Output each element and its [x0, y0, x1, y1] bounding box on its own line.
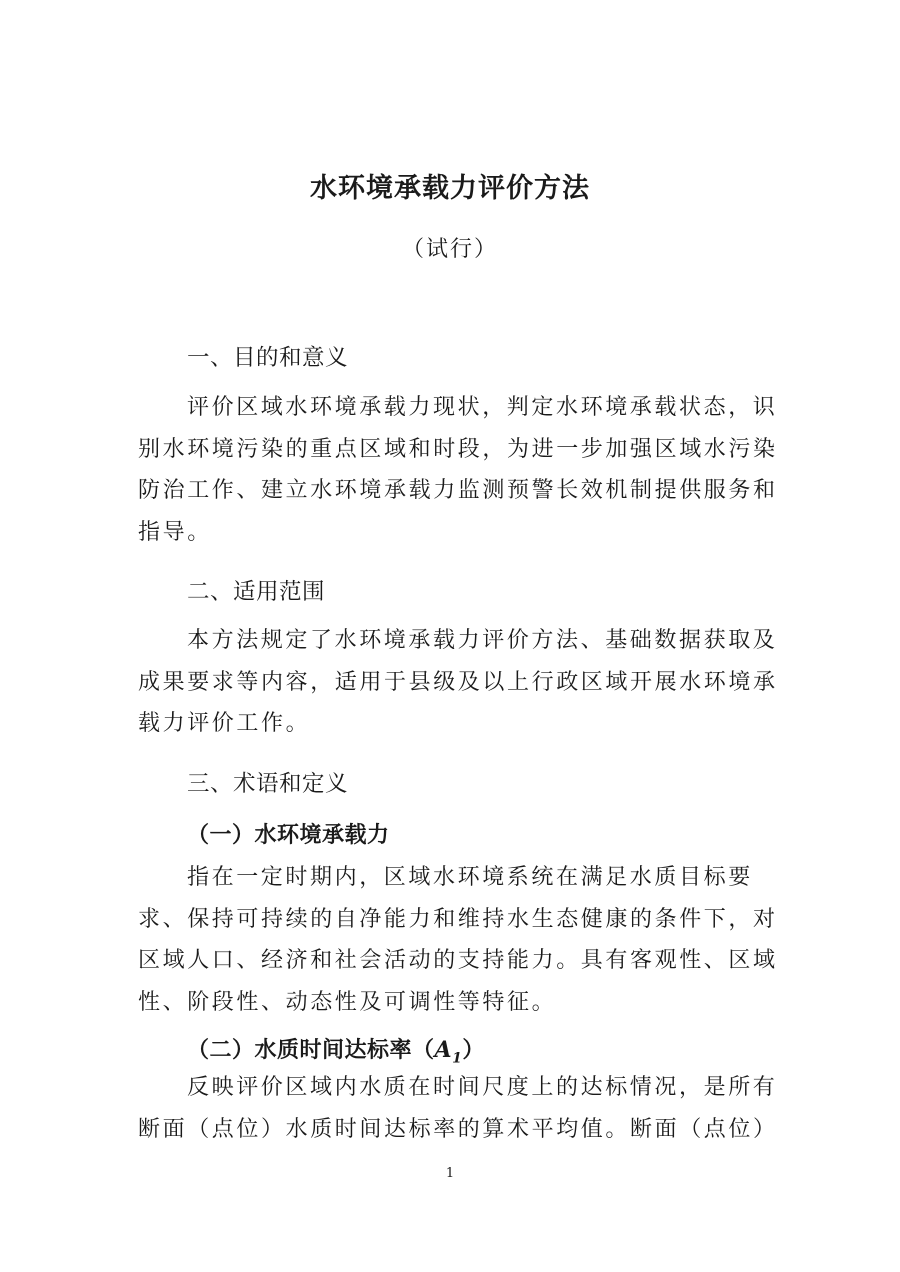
- paragraph-line: 反映评价区域内水质在时间尺度上的达标情况，是所有: [187, 1075, 778, 1100]
- section-heading-terms: 三、术语和定义: [187, 771, 349, 797]
- paragraph-line: 指在一定时期内，区域水环境系统在满足水质目标要: [187, 865, 753, 890]
- paragraph-line: 求、保持可持续的自净能力和维持水生态健康的条件下，对: [138, 906, 778, 932]
- subsection-heading-close: ）: [462, 1038, 485, 1063]
- rate-symbol-subscript: 1: [452, 1050, 463, 1067]
- rate-symbol-letter: A: [434, 1037, 453, 1063]
- paragraph-line: 性、阶段性、动态性及可调性等特征。: [138, 989, 557, 1015]
- subsection-paragraph-compliance-rate: [138, 1067, 778, 1150]
- subsection-heading-compliance-rate: [187, 1033, 485, 1066]
- paragraph-line: 本方法规定了水环境承载力评价方法、基础数据获取及: [187, 628, 778, 653]
- section-paragraph-purpose: [138, 387, 778, 553]
- subsection-paragraph-capacity: [138, 857, 778, 1023]
- document-title: 水环境承载力评价方法: [310, 173, 590, 204]
- rate-symbol: [434, 1037, 463, 1067]
- paragraph-line: 指导。: [138, 519, 212, 545]
- section-heading-scope: 二、适用范围: [187, 579, 326, 605]
- paragraph-line: 成果要求等内容，适用于县级及以上行政区域开展水环境承: [138, 669, 778, 695]
- subsection-heading-text: （二）水质时间达标率（: [187, 1038, 435, 1063]
- paragraph-line: 防治工作、建立水环境承载力监测预警长效机制提供服务和: [138, 478, 778, 503]
- paragraph-line: 载力评价工作。: [138, 711, 311, 736]
- paragraph-line: 区域人口、经济和社会活动的支持能力。具有客观性、区域: [138, 948, 778, 973]
- paragraph-line: 评价区域水环境承载力现状，判定水环境承载状态，识: [187, 395, 778, 420]
- section-paragraph-scope: [138, 620, 778, 745]
- paragraph-line: 断面（点位）水质时间达标率的算术平均值。断面（点位）: [138, 1116, 778, 1142]
- page-number: 1: [445, 1166, 455, 1181]
- paragraph-line: 别水环境污染的重点区域和时段，为进一步加强区域水污染: [138, 436, 778, 462]
- section-heading-purpose: 一、目的和意义: [187, 345, 349, 371]
- subsection-heading-capacity: （一）水环境承载力: [187, 823, 390, 848]
- document-subtitle: （试行）: [401, 237, 498, 262]
